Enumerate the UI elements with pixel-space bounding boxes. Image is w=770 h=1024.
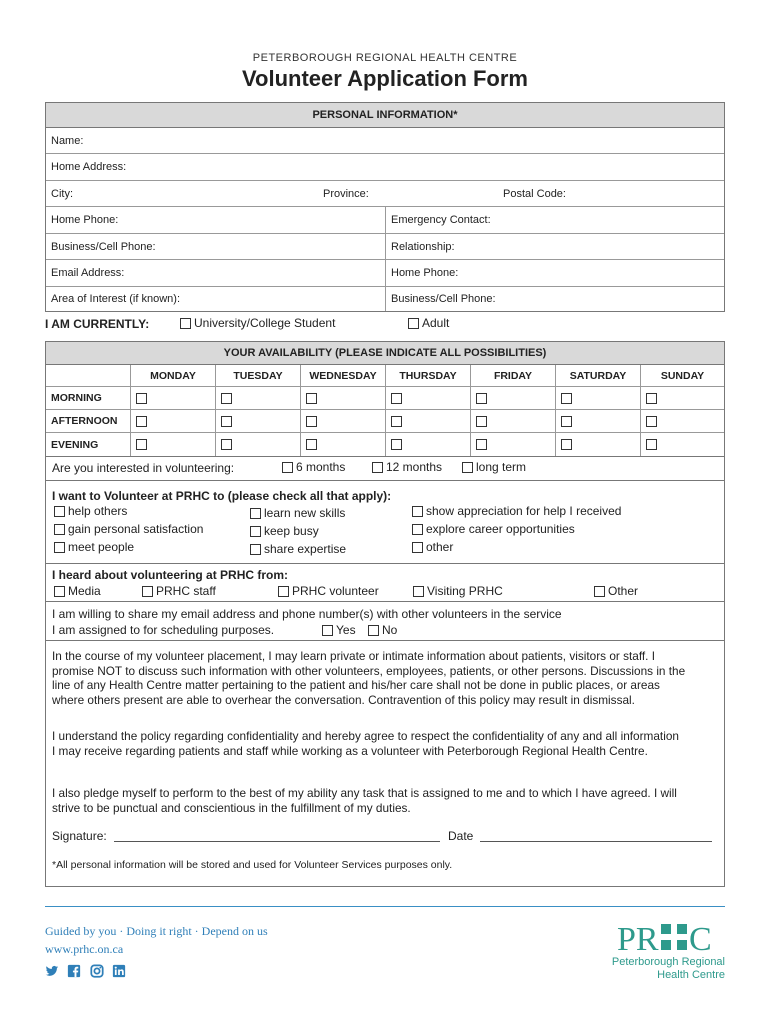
currently-label: I AM CURRENTLY: (45, 317, 150, 331)
adult-label: Adult (422, 316, 450, 330)
reason-checkbox[interactable] (412, 524, 423, 535)
signature-line[interactable] (114, 841, 440, 842)
reason-label: show appreciation for help I received (426, 504, 622, 518)
reason-checkbox[interactable] (412, 542, 423, 553)
afternoon-monday-checkbox[interactable] (136, 416, 147, 427)
postal-code-label: Postal Code: (503, 187, 566, 200)
logo-text (612, 956, 725, 982)
relationship-label[interactable]: Relationship: (391, 240, 455, 253)
reasons-heading: I want to Volunteer at PRHC to (please check all that apply): (52, 489, 392, 503)
share-no-label: No (382, 623, 398, 637)
morning-tuesday-checkbox[interactable] (221, 393, 232, 404)
morning-saturday-checkbox[interactable] (561, 393, 572, 404)
province-label: Province: (323, 187, 369, 200)
organization-name: PETERBOROUGH REGIONAL HEALTH CENTRE (252, 52, 518, 64)
availability-cell[interactable] (471, 410, 556, 433)
reason-label: explore career opportunities (426, 522, 575, 536)
share-no-option[interactable] (368, 623, 397, 637)
afternoon-friday-checkbox[interactable] (476, 416, 487, 427)
availability-corner (46, 365, 131, 387)
evening-saturday-checkbox[interactable] (561, 439, 572, 450)
reason-option[interactable] (250, 524, 319, 538)
availability-grid (46, 365, 724, 456)
footer-url[interactable]: www.prhc.on.ca (45, 942, 124, 956)
day-header-sunday: SUNDAY (641, 365, 724, 387)
signature-label: Signature: (52, 829, 107, 843)
availability-cell[interactable] (556, 387, 641, 410)
heard-from-checkbox[interactable] (278, 586, 289, 597)
heard-from-checkbox[interactable] (413, 586, 424, 597)
personal-information-heading: PERSONAL INFORMATION* (46, 103, 724, 128)
phone-row (46, 207, 724, 234)
svg-text:C: C (689, 921, 712, 954)
date-line[interactable] (480, 841, 712, 842)
availability-cell[interactable] (301, 387, 386, 410)
duration-6-months[interactable] (282, 460, 345, 474)
afternoon-sunday-checkbox[interactable] (646, 416, 657, 427)
reason-checkbox[interactable] (250, 544, 261, 555)
duration-6-months-label: 6 months (296, 460, 346, 474)
student-checkbox[interactable] (180, 318, 191, 329)
reason-option[interactable] (412, 540, 453, 554)
share-yes-checkbox[interactable] (322, 625, 333, 636)
confidentiality-paragraph: In the course of my volunteer placement, I may learn private or intimate information about patients, visitors or staff. I promise NOT to discuss such information with other volunteers, employees, patients, or other persons. Discussions in the line of any Health Centre matter pertaining to the patient and his/her care shall not be done in public places, or areas where others present are able to overhear the conversation. Contravention of this policy may result in dismissal. (52, 649, 686, 707)
slot-label-morning: MORNING (46, 387, 131, 410)
day-header-wednesday: WEDNESDAY (301, 365, 386, 387)
day-header-thursday: THURSDAY (386, 365, 471, 387)
instagram-icon[interactable] (90, 964, 104, 978)
duration-12-months[interactable] (372, 460, 442, 474)
day-header-friday: FRIDAY (471, 365, 556, 387)
share-contact-section (45, 602, 725, 641)
footer-tagline: Guided by you · Doing it right · Depend on us (45, 924, 268, 938)
reason-option[interactable] (250, 542, 346, 556)
reason-label: meet people (68, 540, 135, 554)
evening-thursday-checkbox[interactable] (391, 439, 402, 450)
evening-friday-checkbox[interactable] (476, 439, 487, 450)
business-cell-label[interactable]: Business/Cell Phone: (46, 234, 386, 259)
heard-from-label: Visiting PRHC (427, 584, 503, 598)
heard-from-option[interactable] (54, 584, 101, 598)
availability-cell[interactable] (471, 387, 556, 410)
duration-long-term-label: long term (476, 460, 527, 474)
availability-cell[interactable] (131, 410, 216, 433)
availability-cell[interactable] (386, 410, 471, 433)
evening-wednesday-checkbox[interactable] (306, 439, 317, 450)
slot-label-evening: EVENING (46, 433, 131, 456)
interest-row (46, 287, 724, 311)
afternoon-saturday-checkbox[interactable] (561, 416, 572, 427)
student-option[interactable] (180, 316, 335, 330)
heard-from-option[interactable] (594, 584, 638, 598)
availability-table (45, 341, 725, 457)
footer-divider (45, 906, 725, 907)
reason-option[interactable] (54, 504, 127, 518)
heard-from-label: PRHC staff (156, 584, 216, 598)
afternoon-tuesday-checkbox[interactable] (221, 416, 232, 427)
reasons-section (45, 481, 725, 564)
student-label: University/College Student (194, 316, 336, 330)
prhc-logo (615, 918, 727, 954)
availability-cell[interactable] (216, 433, 301, 456)
home-phone-label[interactable]: Home Phone: (46, 207, 386, 233)
area-of-interest-label[interactable]: Area of Interest (if known): (46, 287, 386, 311)
policy-section (45, 641, 725, 887)
heard-from-label: Other (608, 584, 639, 598)
evening-monday-checkbox[interactable] (136, 439, 147, 450)
personal-information-section (45, 102, 725, 312)
share-yes-option[interactable] (322, 623, 356, 637)
duration-12-months-label: 12 months (386, 460, 443, 474)
share-no-checkbox[interactable] (368, 625, 379, 636)
reason-option[interactable] (412, 504, 621, 518)
availability-cell[interactable] (641, 433, 724, 456)
morning-thursday-checkbox[interactable] (391, 393, 402, 404)
reason-checkbox[interactable] (412, 506, 423, 517)
day-header-saturday: SATURDAY (556, 365, 641, 387)
twitter-icon[interactable] (45, 964, 59, 978)
date-label: Date (448, 829, 474, 843)
afternoon-wednesday-checkbox[interactable] (306, 416, 317, 427)
availability-cell[interactable] (216, 410, 301, 433)
availability-heading: YOUR AVAILABILITY (PLEASE INDICATE ALL POSSIBILITIES) (46, 342, 724, 365)
privacy-note: *All personal information will be stored and used for Volunteer Services purposes only. (52, 859, 453, 871)
reason-option[interactable] (412, 522, 575, 536)
heard-from-option[interactable] (142, 584, 216, 598)
adult-checkbox[interactable] (408, 318, 419, 329)
slot-label-afternoon: AFTERNOON (46, 410, 131, 433)
linkedin-icon[interactable] (112, 964, 126, 978)
heard-from-checkbox[interactable] (54, 586, 65, 597)
email-row (46, 260, 724, 287)
availability-cell[interactable] (471, 433, 556, 456)
evening-sunday-checkbox[interactable] (646, 439, 657, 450)
reason-checkbox[interactable] (54, 506, 65, 517)
reason-option[interactable] (54, 522, 203, 536)
home-address-row[interactable] (46, 154, 724, 181)
facebook-icon[interactable] (67, 964, 81, 978)
business-row (46, 234, 724, 260)
duration-question: Are you interested in volunteering: (52, 461, 235, 475)
availability-cell[interactable] (386, 387, 471, 410)
home-address-label: Home Address: (51, 161, 127, 173)
duration-long-term-checkbox[interactable] (462, 462, 473, 473)
availability-cell[interactable] (301, 410, 386, 433)
svg-text:PR: PR (617, 921, 659, 954)
agreement-paragraph: I understand the policy regarding confidentiality and hereby agree to respect the confidentiality of any and all information I may receive regarding patients and staff while working as a volunteer with Peterborough Regional Health Centre. (52, 729, 679, 758)
share-line-1: I am willing to share my email address and phone number(s) with other volunteers in the service (52, 607, 562, 621)
availability-cell[interactable] (556, 410, 641, 433)
afternoon-thursday-checkbox[interactable] (391, 416, 402, 427)
reason-checkbox[interactable] (250, 526, 261, 537)
adult-option[interactable] (408, 316, 449, 330)
pledge-paragraph: I also pledge myself to perform to the best of my ability any task that is assigned to me and to which I have agreed. I will strive to be punctual and conscientious in the fulfillment of my duties. (52, 786, 677, 815)
name-row[interactable] (46, 128, 724, 154)
availability-cell[interactable] (386, 433, 471, 456)
availability-cell[interactable] (131, 387, 216, 410)
day-header-monday: MONDAY (131, 365, 216, 387)
logo-line-1: Peterborough Regional (611, 956, 725, 968)
morning-friday-checkbox[interactable] (476, 393, 487, 404)
availability-cell[interactable] (556, 433, 641, 456)
availability-cell[interactable] (641, 410, 724, 433)
reason-label: help others (68, 504, 128, 518)
city-row[interactable] (46, 181, 724, 207)
duration-section (45, 456, 725, 481)
reason-label: learn new skills (264, 506, 346, 520)
reason-option[interactable] (54, 540, 134, 554)
email-label[interactable]: Email Address: (46, 260, 386, 286)
reason-label: keep busy (264, 524, 319, 538)
reason-label: gain personal satisfaction (68, 522, 204, 536)
city-label: City: (51, 187, 73, 200)
logo-line-2: Health Centre (657, 969, 725, 981)
heard-from-checkbox[interactable] (594, 586, 605, 597)
duration-6-months-checkbox[interactable] (282, 462, 293, 473)
emergency-contact-label[interactable]: Emergency Contact: (391, 214, 491, 226)
availability-cell[interactable] (216, 387, 301, 410)
heard-from-label: Media (68, 584, 101, 598)
form-title: Volunteer Application Form (241, 66, 528, 91)
heard-from-option[interactable] (278, 584, 379, 598)
availability-cell[interactable] (131, 433, 216, 456)
share-line-2: I am assigned to for scheduling purposes. (52, 623, 275, 637)
reason-option[interactable] (250, 506, 345, 520)
reason-checkbox[interactable] (54, 524, 65, 535)
reason-checkbox[interactable] (250, 508, 261, 519)
reason-label: share expertise (264, 542, 347, 556)
reason-checkbox[interactable] (54, 542, 65, 553)
day-header-tuesday: TUESDAY (216, 365, 301, 387)
share-yes-label: Yes (336, 623, 356, 637)
heard-heading: I heard about volunteering at PRHC from: (52, 568, 289, 582)
morning-monday-checkbox[interactable] (136, 393, 147, 404)
heard-section (45, 564, 725, 602)
emergency-home-phone-label[interactable]: Home Phone: (391, 267, 459, 279)
emergency-business-cell-label[interactable]: Business/Cell Phone: (391, 293, 496, 305)
morning-wednesday-checkbox[interactable] (306, 393, 317, 404)
heard-from-label: PRHC volunteer (292, 584, 379, 598)
duration-12-months-checkbox[interactable] (372, 462, 383, 473)
heard-from-option[interactable] (413, 584, 503, 598)
reason-label: other (426, 540, 454, 554)
availability-cell[interactable] (301, 433, 386, 456)
availability-cell[interactable] (641, 387, 724, 410)
morning-sunday-checkbox[interactable] (646, 393, 657, 404)
evening-tuesday-checkbox[interactable] (221, 439, 232, 450)
duration-long-term[interactable] (462, 460, 526, 474)
heard-from-checkbox[interactable] (142, 586, 153, 597)
name-label: Name: (51, 134, 84, 147)
